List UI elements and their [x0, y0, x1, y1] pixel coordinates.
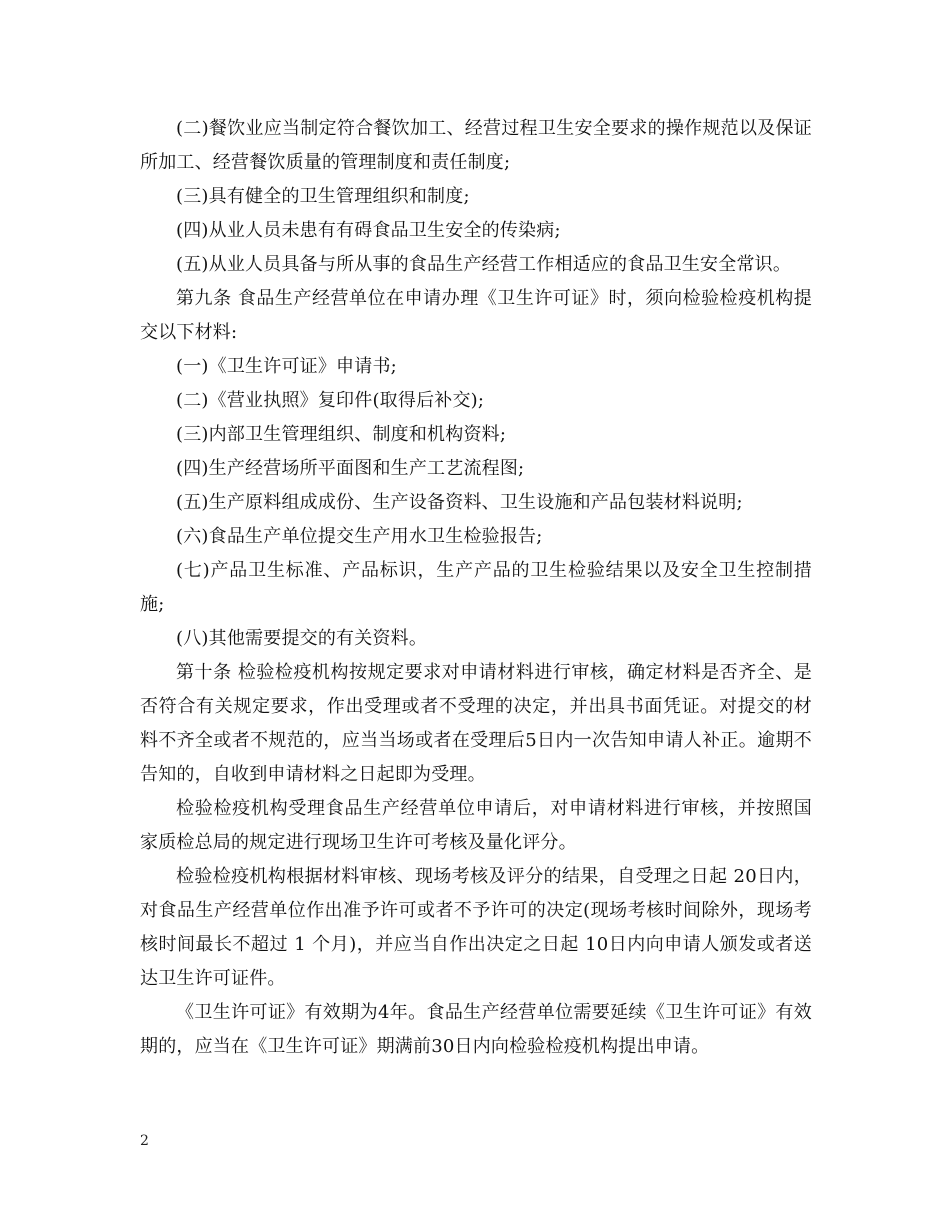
paragraph-11: (六)食品生产单位提交生产用水卫生检验报告;: [176, 526, 543, 547]
paragraph-3: (四)从业人员未患有有碍食品卫生安全的传染病;: [176, 220, 561, 241]
paragraph-1: (二)餐饮业应当制定符合餐饮加工、经营过程卫生安全要求的操作规范以及保证所加工、经营餐饮质量的管理制度和责任制度;: [140, 118, 812, 173]
paragraph-12: (七)产品卫生标准、产品标识，生产产品的卫生检验结果以及安全卫生控制措施;: [140, 560, 812, 615]
paragraph-6: (一)《卫生许可证》申请书;: [176, 356, 397, 377]
document-body: [140, 112, 812, 1064]
paragraph-13: (八)其他需要提交的有关资料。: [176, 628, 428, 649]
paragraph-17: 《卫生许可证》有效期为4年。食品生产经营单位需要延续《卫生许可证》有效期的，应当在《卫生许可证》期满前30日内向检验检疫机构提出申请。: [140, 1002, 812, 1057]
paragraph-5: 第九条 食品生产经营单位在申请办理《卫生许可证》时，须向检验检疫机构提交以下材料:: [140, 288, 812, 343]
page-number: 2: [140, 1133, 149, 1149]
paragraph-4: (五)从业人员具备与所从事的食品生产经营工作相适应的食品卫生安全常识。: [176, 254, 792, 275]
paragraph-14: 第十条 检验检疫机构按规定要求对申请材料进行审核，确定材料是否齐全、是否符合有关规定要求，作出受理或者不受理的决定，并出具书面凭证。对提交的材料不齐全或者不规范的，应当当场或者在受理后5日内一次告知申请人补正。逾期不告知的，自收到申请材料之日起即为受理。: [140, 662, 812, 785]
paragraph-8: (三)内部卫生管理组织、制度和机构资料;: [176, 424, 507, 445]
paragraph-16: 检验检疫机构根据材料审核、现场考核及评分的结果，自受理之日起 20日内，对食品生产经营单位作出准予许可或者不予许可的决定(现场考核时间除外，现场考核时间最长不超过 1 个月)，并应当自作出决定之日起 10日内向申请人颁发或者送达卫生许可证件。: [140, 866, 812, 989]
paragraph-10: (五)生产原料组成成份、生产设备资料、卫生设施和产品包装材料说明;: [176, 492, 743, 513]
paragraph-9: (四)生产经营场所平面图和生产工艺流程图;: [176, 458, 525, 479]
paragraph-15: 检验检疫机构受理食品生产经营单位申请后，对申请材料进行审核，并按照国家质检总局的规定进行现场卫生许可考核及量化评分。: [140, 798, 812, 853]
paragraph-2: (三)具有健全的卫生管理组织和制度;: [176, 186, 470, 207]
paragraph-7: (二)《营业执照》复印件(取得后补交);: [176, 390, 485, 411]
